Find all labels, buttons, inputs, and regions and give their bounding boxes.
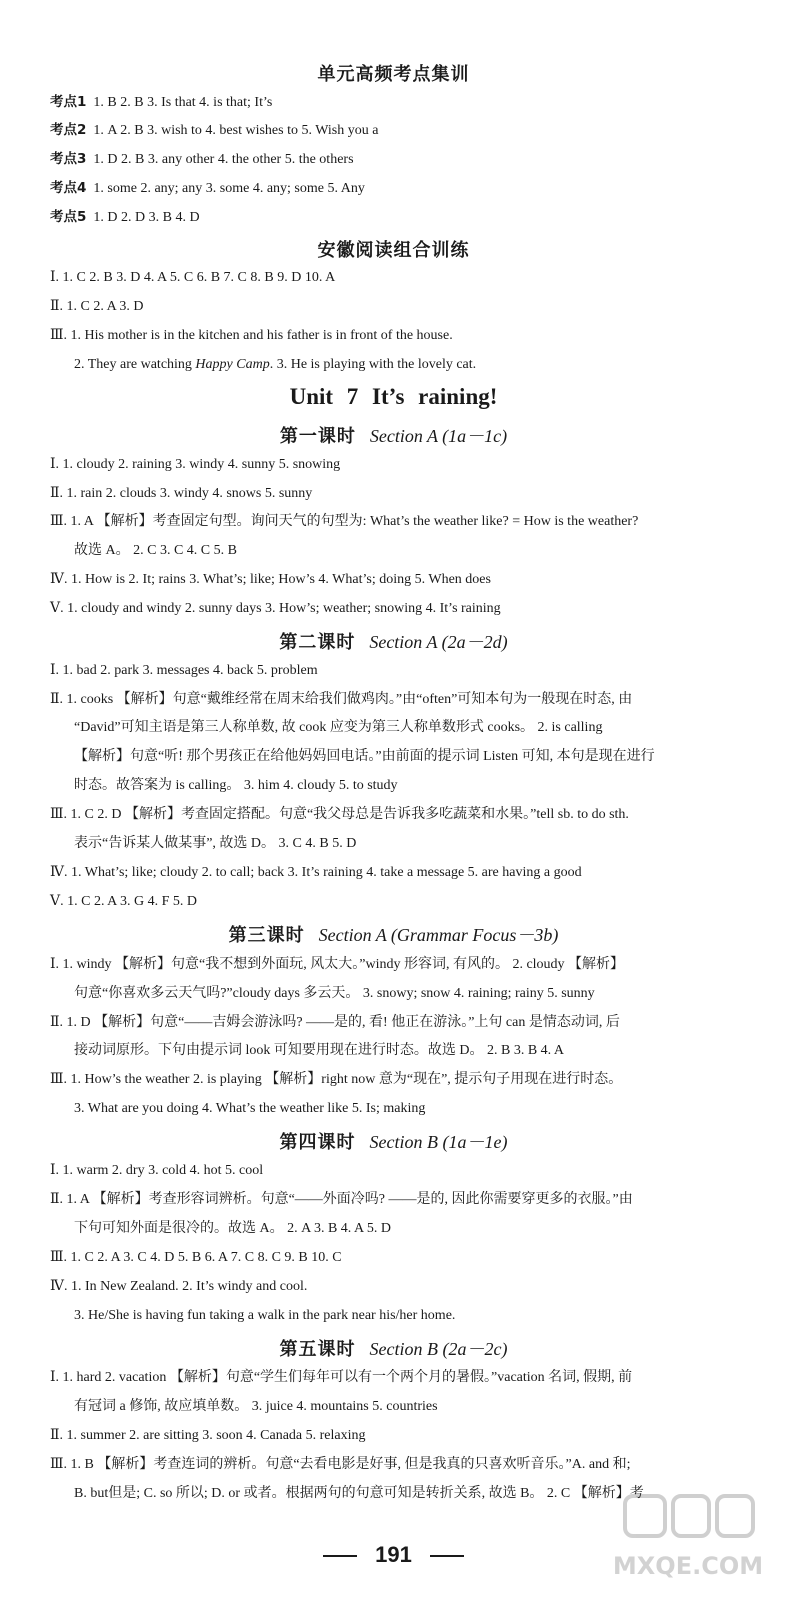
review-text-2: 1. A 2. B 3. wish to 4. best wishes to 5. Wish you a bbox=[93, 123, 379, 138]
lesson3-line-2: 句意“你喜欢多云天气吗?”cloudy days 多云天。 3. snowy; snow 4. raining; rainy 5. sunny bbox=[74, 986, 595, 1001]
watermark-logo bbox=[613, 1488, 763, 1588]
heading-lesson-2 bbox=[0, 628, 787, 654]
watermark-text: MXQE.COM bbox=[613, 1552, 763, 1580]
lesson4-line-3: 下句可知外面是很冷的。故选 A。 2. A 3. B 4. A 5. D bbox=[74, 1221, 391, 1236]
lesson-5-cn: 第五课时 bbox=[279, 1339, 356, 1360]
lesson5-line-1: Ⅰ. 1. hard 2. vacation 【解析】句意“学生们每年可以有一个两个月的暑假。”vacation 名词, 假期, 前 bbox=[50, 1370, 633, 1385]
anhui-line-4a: 2. They are watching bbox=[74, 357, 196, 372]
review-label-2: 考点2 bbox=[50, 122, 87, 138]
lesson3-line-1: Ⅰ. 1. windy 【解析】句意“我不想到外面玩, 风太大。”windy 形容词, 有风的。 2. cloudy 【解析】 bbox=[50, 957, 625, 972]
lesson-4-section: Section B (1a－1e) bbox=[369, 1132, 508, 1152]
lesson2-line-8: Ⅳ. 1. What’s; like; cloudy 2. to call; back 3. It’s raining 4. take a message 5. are having a good bbox=[50, 865, 582, 880]
lesson4-line-2: Ⅱ. 1. A 【解析】考查形容词辨析。句意“——外面冷吗? ——是的, 因此你需要穿更多的衣服。”由 bbox=[50, 1192, 633, 1207]
lesson5-line-5: B. but但是; C. so 所以; D. or 或者。根据两句的句意可知是转折关系, 故选 B。 2. C 【解析】考 bbox=[74, 1486, 644, 1501]
lesson-5-section: Section B (2a－2c) bbox=[369, 1339, 508, 1359]
lesson-1-cn: 第一课时 bbox=[279, 426, 356, 447]
lesson2-line-6: Ⅲ. 1. C 2. D 【解析】考查固定搭配。句意“我父母总是告诉我多吃蔬菜和水果。”tell sb. to do sth. bbox=[50, 807, 629, 822]
lesson-1-section: Section A (1a－1c) bbox=[369, 426, 508, 446]
lesson-2-section: Section A (2a－2d) bbox=[369, 632, 508, 652]
lesson5-line-3: Ⅱ. 1. summer 2. are sitting 3. soon 4. Canada 5. relaxing bbox=[50, 1428, 366, 1443]
lesson1-line-1: Ⅰ. 1. cloudy 2. raining 3. windy 4. sunny 5. snowing bbox=[50, 457, 341, 472]
review-line-4 bbox=[50, 178, 787, 199]
review-label-4: 考点4 bbox=[50, 180, 87, 196]
lesson2-line-5: 时态。故答案为 is calling。 3. him 4. cloudy 5. to study bbox=[74, 778, 398, 793]
heading-lesson-5 bbox=[0, 1335, 787, 1361]
page-dash-left bbox=[323, 1555, 357, 1557]
lesson2-line-7: 表示“告诉某人做某事”, 故选 D。 3. C 4. B 5. D bbox=[74, 836, 357, 851]
lesson-4-cn: 第四课时 bbox=[279, 1132, 356, 1153]
review-label-1: 考点1 bbox=[50, 94, 87, 110]
review-line-1 bbox=[50, 92, 787, 113]
lesson3-line-6: 3. What are you doing 4. What’s the weather like 5. Is; making bbox=[74, 1101, 426, 1116]
review-line-5 bbox=[50, 207, 787, 228]
review-text-1: 1. B 2. B 3. Is that 4. is that; It’s bbox=[93, 95, 273, 110]
heading-anhui-reading: 安徽阅读组合训练 bbox=[317, 240, 470, 261]
review-text-3: 1. D 2. B 3. any other 4. the other 5. the others bbox=[93, 152, 354, 167]
review-line-3 bbox=[50, 149, 787, 170]
anhui-line-4 bbox=[74, 355, 787, 375]
lesson1-line-2: Ⅱ. 1. rain 2. clouds 3. windy 4. snows 5. sunny bbox=[50, 486, 313, 501]
review-label-5: 考点5 bbox=[50, 209, 87, 225]
lesson2-line-2: Ⅱ. 1. cooks 【解析】句意“戴维经常在周末给我们做鸡肉。”由“often”可知本句为一般现在时态, 由 bbox=[50, 692, 633, 707]
anhui-line-4c: . 3. He is playing with the lovely cat. bbox=[269, 357, 477, 372]
anhui-line-4-title: Happy Camp bbox=[195, 357, 270, 372]
lesson5-line-4: Ⅲ. 1. B 【解析】考查连词的辨析。句意“去看电影是好事, 但是我真的只喜欢听音乐。”A. and 和; bbox=[50, 1457, 631, 1472]
lesson1-line-5: Ⅳ. 1. How is 2. It; rains 3. What’s; like; How’s 4. What’s; doing 5. When does bbox=[50, 572, 491, 587]
heading-lesson-3 bbox=[0, 921, 787, 947]
review-text-5: 1. D 2. D 3. B 4. D bbox=[93, 210, 200, 225]
heading-unit-review: 单元高频考点集训 bbox=[317, 64, 470, 85]
heading-lesson-1 bbox=[0, 422, 787, 448]
page-dash-right bbox=[430, 1555, 464, 1557]
lesson4-line-1: Ⅰ. 1. warm 2. dry 3. cold 4. hot 5. cool bbox=[50, 1163, 264, 1178]
anhui-line-2: Ⅱ. 1. C 2. A 3. D bbox=[50, 299, 144, 314]
lesson4-line-4: Ⅲ. 1. C 2. A 3. C 4. D 5. B 6. A 7. C 8. C 9. B 10. C bbox=[50, 1250, 342, 1265]
heading-unit-7: Unit 7 It’s raining! bbox=[289, 384, 498, 409]
lesson3-line-3: Ⅱ. 1. D 【解析】句意“——吉姆会游泳吗? ——是的, 看! 他正在游泳。”上句 can 是情态动词, 后 bbox=[50, 1015, 620, 1030]
heading-lesson-4 bbox=[0, 1128, 787, 1154]
lesson1-line-6: Ⅴ. 1. cloudy and windy 2. sunny days 3. How’s; weather; snowing 4. It’s raining bbox=[50, 601, 501, 616]
lesson1-line-3: Ⅲ. 1. A 【解析】考查固定句型。询问天气的句型为: What’s the weather like? = How is the weather? bbox=[50, 514, 639, 529]
watermark-glyph-icon bbox=[625, 1496, 753, 1536]
lesson1-line-4: 故选 A。 2. C 3. C 4. C 5. B bbox=[74, 543, 237, 558]
lesson4-line-5: Ⅳ. 1. In New Zealand. 2. It’s windy and cool. bbox=[50, 1279, 308, 1294]
lesson2-line-3: “David”可知主语是第三人称单数, 故 cook 应变为第三人称单数形式 cooks。 2. is calling bbox=[74, 720, 603, 735]
lesson-3-section: Section A (Grammar Focus－3b) bbox=[318, 925, 559, 945]
lesson4-line-6: 3. He/She is having fun taking a walk in the park near his/her home. bbox=[74, 1308, 456, 1323]
lesson3-line-4: 接动词原形。下句由提示词 look 可知要用现在进行时态。故选 D。 2. B 3. B 4. A bbox=[74, 1043, 565, 1058]
anhui-line-3: Ⅲ. 1. His mother is in the kitchen and his father is in front of the house. bbox=[50, 328, 453, 343]
review-line-2 bbox=[50, 120, 787, 141]
lesson-3-cn: 第三课时 bbox=[228, 925, 305, 946]
review-text-4: 1. some 2. any; any 3. some 4. any; some 5. Any bbox=[93, 181, 365, 196]
lesson3-line-5: Ⅲ. 1. How’s the weather 2. is playing 【解析】right now 意为“现在”, 提示句子用现在进行时态。 bbox=[50, 1072, 623, 1087]
review-label-3: 考点3 bbox=[50, 151, 87, 167]
page-number-text: 191 bbox=[375, 1542, 412, 1567]
lesson5-line-2: 有冠词 a 修饰, 故应填单数。 3. juice 4. mountains 5. countries bbox=[74, 1399, 438, 1414]
lesson2-line-9: Ⅴ. 1. C 2. A 3. G 4. F 5. D bbox=[50, 894, 198, 909]
anhui-line-1: Ⅰ. 1. C 2. B 3. D 4. A 5. C 6. B 7. C 8. B 9. D 10. A bbox=[50, 270, 336, 285]
lesson2-line-4: 【解析】句意“听! 那个男孩正在给他妈妈回电话。”由前面的提示词 Listen 可知, 本句是现在进行 bbox=[74, 749, 655, 764]
lesson-2-cn: 第二课时 bbox=[279, 632, 356, 653]
lesson2-line-1: Ⅰ. 1. bad 2. park 3. messages 4. back 5. problem bbox=[50, 663, 318, 678]
